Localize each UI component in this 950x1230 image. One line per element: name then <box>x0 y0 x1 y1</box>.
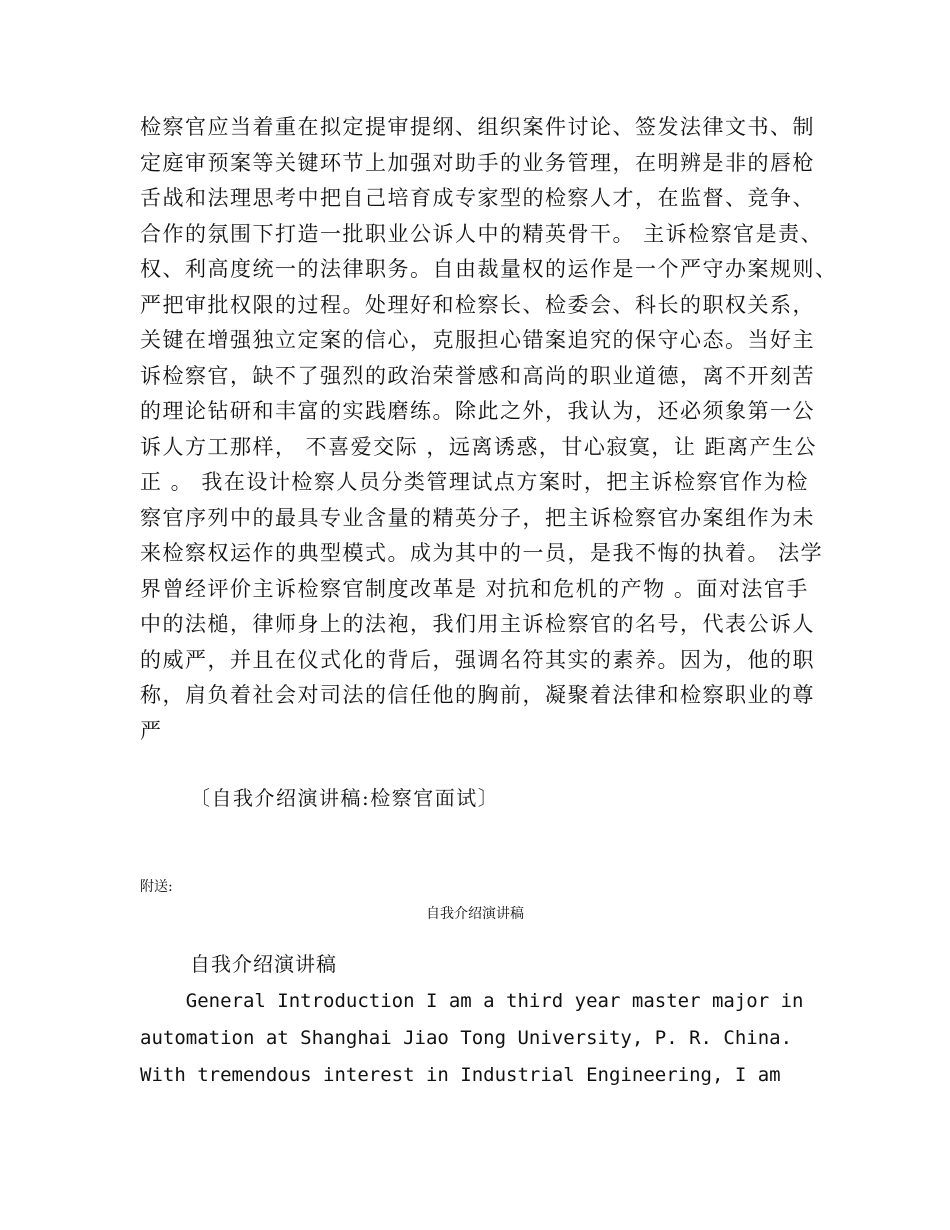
appendix-title: 自我介绍演讲稿 <box>426 906 524 922</box>
body-line: 诉人方工那样， 不喜爱交际 ，远离诱惑，甘心寂寞，让 距离产生公 <box>140 434 818 459</box>
body-line: 诉检察官，缺不了强烈的政治荣誉感和高尚的职业道德，离不开刻苦 <box>140 363 815 388</box>
body-line: 严把审批权限的过程。处理好和检察长、检委会、科长的职权关系， <box>140 292 815 317</box>
body-line: 合作的氛围下打造一批职业公诉人中的精英骨干。 主诉检察官是责、 <box>140 221 824 246</box>
document-caption: 〔自我介绍演讲稿:检察官面试〕 <box>190 786 500 810</box>
body-line: 的理论钻研和丰富的实践磨练。除此之外，我认为，还必须象第一公 <box>140 399 815 423</box>
body-line: 称，肩负着社会对司法的信任他的胸前，凝聚着法律和检察职业的尊 <box>140 683 815 707</box>
body-line: 察官序列中的最具专业含量的精英分子，把主诉检察官办案组作为未 <box>140 505 815 530</box>
english-paragraph <box>140 983 820 1094</box>
english-line: General Introduction I am a third year master major in <box>140 990 804 1012</box>
body-line: 权、利高度统一的法律职务。自由裁量权的运作是一个严守办案规则、 <box>140 257 838 281</box>
body-line: 检察官应当着重在拟定提审提纲、组织案件讨论、签发法律文书、制 <box>140 115 815 139</box>
body-line: 的威严，并且在仪式化的背后，强调名符其实的素养。因为，他的职 <box>140 647 815 672</box>
body-line: 正 。 我在设计检察人员分类管理试点方案时，把主诉检察官作为检 <box>140 470 809 494</box>
appendix-label: 附送: <box>140 879 173 895</box>
body-line: 舌战和法理思考中把自己培育成专家型的检察人才，在监督、竞争、 <box>140 186 815 210</box>
body-line: 定庭审预案等关键环节上加强对助手的业务管理，在明辨是非的唇枪 <box>140 150 815 175</box>
body-line: 中的法槌，律师身上的法袍，我们用主诉检察官的名号，代表公诉人 <box>140 612 815 636</box>
english-line: With tremendous interest in Industrial Engineering, I am <box>140 1064 781 1086</box>
body-line: 界曾经评价主诉检察官制度改革是 对抗和危机的产物 。面对法官手 <box>140 576 809 601</box>
body-line: 关键在增强独立定案的信心，克服担心错案追究的保守心态。当好主 <box>140 328 815 352</box>
body-line: 来检察权运作的典型模式。成为其中的一员，是我不悔的执着。 法学 <box>140 541 824 565</box>
body-line: 严 <box>140 718 163 743</box>
body-paragraph <box>140 110 838 749</box>
english-line: automation at Shanghai Jiao Tong University, P. R. China. <box>140 1027 793 1049</box>
section-heading: 自我介绍演讲稿 <box>190 952 337 976</box>
